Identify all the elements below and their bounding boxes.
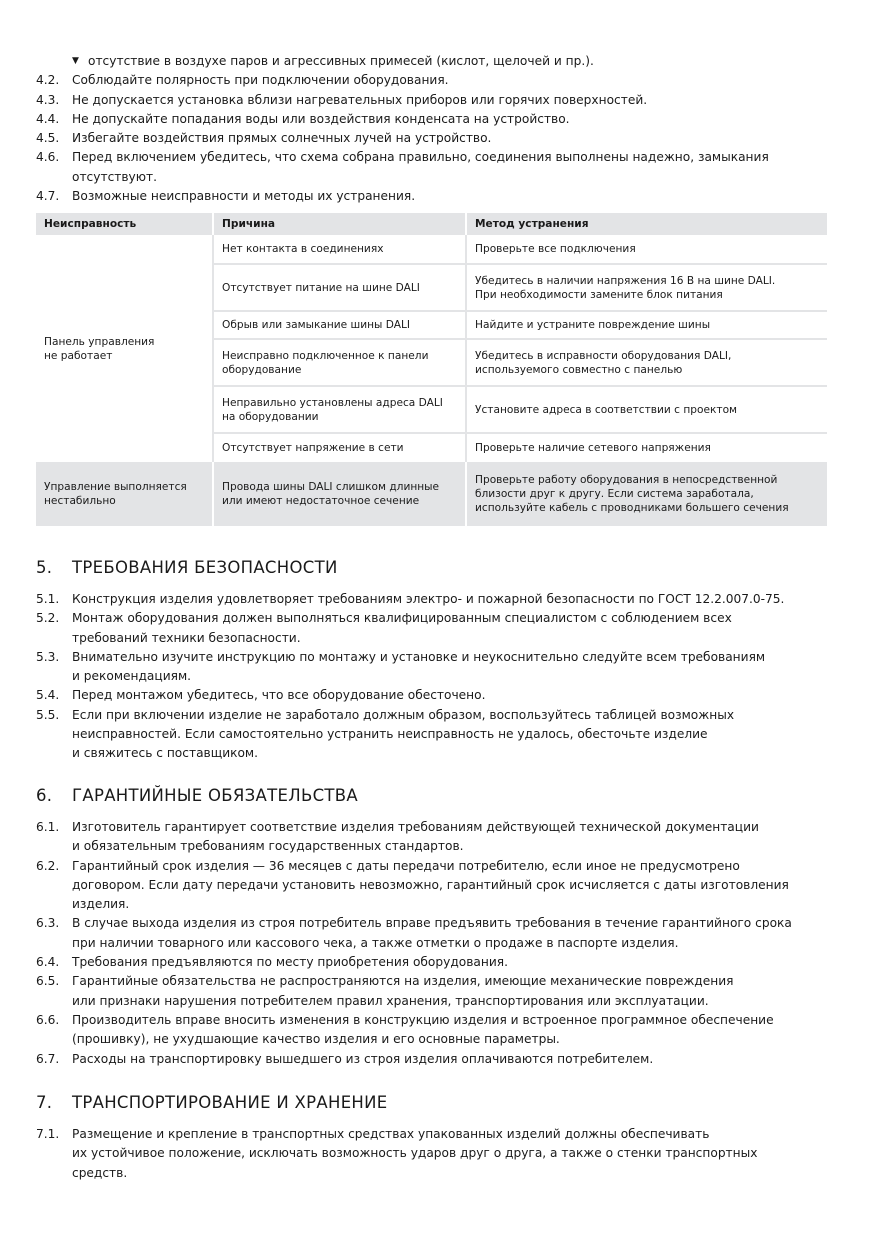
method-cell: Убедитесь в исправности оборудования DALI, используемого совместно с панелью bbox=[466, 339, 827, 386]
item-text: Не допускайте попадания воды или воздействия конденсата на устройство. bbox=[72, 111, 570, 126]
list-item bbox=[0, 953, 832, 972]
fault-cell: Управление выполняется нестабильно bbox=[36, 462, 213, 526]
section-heading bbox=[0, 1093, 388, 1113]
cause-cell: Неправильно установлены адреса DALI на оборудовании bbox=[213, 386, 466, 433]
item-number: 4.6. bbox=[36, 150, 60, 165]
list-item bbox=[0, 686, 832, 705]
bullet-item bbox=[0, 52, 848, 71]
header-method: Метод устранения bbox=[466, 213, 827, 235]
section-number: 6. bbox=[36, 786, 53, 805]
triangle-bullet-icon: ▼ bbox=[72, 56, 79, 66]
section-title: ТРАНСПОРТИРОВАНИЕ И ХРАНЕНИЕ bbox=[72, 1093, 388, 1112]
item-text: Соблюдайте полярность при подключении оборудования. bbox=[72, 73, 449, 88]
item-number: 5.1. bbox=[36, 592, 60, 606]
list-item bbox=[0, 129, 848, 148]
item-number: 5.2. bbox=[36, 611, 60, 626]
troubleshooting-table bbox=[36, 213, 827, 526]
section-4-list bbox=[0, 52, 848, 206]
section-title: ГАРАНТИЙНЫЕ ОБЯЗАТЕЛЬСТВА bbox=[72, 786, 358, 805]
item-number: 4.7. bbox=[36, 189, 60, 204]
method-cell: Убедитесь в наличии напряжения 16 В на шине DALI. При необходимости замените блок питания bbox=[466, 264, 827, 311]
item-number: 6.7. bbox=[36, 1051, 60, 1066]
item-number: 6.1. bbox=[36, 820, 60, 834]
item-number: 6.5. bbox=[36, 974, 60, 989]
item-text: Производитель вправе вносить изменения в конструкцию изделия и встроенное программное обеспечение (прошивку), не ухудшающие качество изделия и его основные параметры. bbox=[72, 1012, 774, 1047]
table-row bbox=[36, 462, 827, 526]
fault-cell: Панель управления не работает bbox=[36, 235, 213, 462]
item-text: Не допускается установка вблизи нагревательных приборов или горячих поверхностей. bbox=[72, 92, 648, 107]
list-item bbox=[0, 857, 832, 915]
item-text: Гарантийный срок изделия — 36 месяцев с даты передачи потребителю, если иное не предусмотрено договором. Если дату передачи установить невозможно, гарантийный срок исчисляется с даты изготовления изделия. bbox=[72, 858, 789, 912]
bullet-text: отсутствие в воздухе паров и агрессивных примесей (кислот, щелочей и пр.). bbox=[88, 54, 594, 68]
header-cause: Причина bbox=[213, 213, 466, 235]
list-item bbox=[0, 187, 848, 206]
method-cell: Проверьте все подключения bbox=[466, 235, 827, 264]
list-item bbox=[0, 609, 832, 648]
item-text: Гарантийные обязательства не распространяются на изделия, имеющие механические повреждения или признаки нарушения потребителем правил хранения, транспортирования или эксплуатации. bbox=[72, 974, 734, 1008]
item-text: Возможные неисправности и методы их устранения. bbox=[72, 189, 416, 204]
section-7-list bbox=[0, 1125, 832, 1183]
list-item bbox=[0, 1011, 832, 1050]
item-text: Перед включением убедитесь, что схема собрана правильно, соединения выполнены надежно, замыкания отсутствуют. bbox=[72, 150, 769, 184]
list-item bbox=[0, 706, 832, 764]
item-text: Перед монтажом убедитесь, что все оборудование обесточено. bbox=[72, 688, 486, 703]
method-cell: Проверьте наличие сетевого напряжения bbox=[475, 442, 711, 454]
section-5-list bbox=[0, 590, 832, 764]
item-number: 4.4. bbox=[36, 111, 60, 126]
item-text: Если при включении изделие не заработало должным образом, воспользуйтесь таблицей возможных неисправностей. Если самостоятельно устранить неисправность не удалось, обесточьте изделие и свяжитесь с поставщиком. bbox=[72, 707, 735, 761]
item-text: Монтаж оборудования должен выполняться квалифицированным специалистом с соблюдением всех требований техники безопасности. bbox=[72, 611, 732, 645]
item-text: Требования предъявляются по месту приобретения оборудования. bbox=[72, 955, 508, 970]
cause-cell: Отсутствует напряжение в сети bbox=[213, 433, 466, 462]
section-title: ТРЕБОВАНИЯ БЕЗОПАСНОСТИ bbox=[72, 558, 338, 577]
table-header-row bbox=[36, 213, 827, 235]
list-item bbox=[0, 110, 848, 129]
cause-cell: Отсутствует питание на шине DALI bbox=[213, 264, 466, 311]
item-number: 5.5. bbox=[36, 707, 60, 722]
item-number: 4.2. bbox=[36, 73, 60, 88]
cause-cell: Нет контакта в соединениях bbox=[213, 235, 466, 264]
cause-cell: Провода шины DALI слишком длинные или имеют недостаточное сечение bbox=[213, 462, 466, 526]
list-item bbox=[0, 972, 832, 1011]
item-text: Внимательно изучите инструкцию по монтажу и установке и неукоснительно следуйте всем требованиям и рекомендациям. bbox=[72, 649, 766, 684]
item-number: 6.3. bbox=[36, 916, 60, 931]
list-item bbox=[0, 1125, 832, 1183]
list-item bbox=[0, 648, 832, 687]
item-number: 5.4. bbox=[36, 688, 60, 703]
section-6-list bbox=[0, 818, 832, 1069]
list-item bbox=[0, 914, 832, 953]
item-text: В случае выхода изделия из строя потребитель вправе предъявить требования в течение гарантийного срока при наличии товарного или кассового чека, а также отметки о продаже в паспорте изделия. bbox=[72, 916, 792, 950]
item-text: Изготовитель гарантирует соответствие изделия требованиям действующей технической документации и обязательным требованиям государственных стандартов. bbox=[72, 820, 759, 854]
table-row bbox=[36, 235, 827, 264]
item-text: Избегайте воздействия прямых солнечных лучей на устройство. bbox=[72, 131, 492, 146]
item-number: 4.5. bbox=[36, 131, 60, 146]
list-item bbox=[0, 71, 848, 90]
item-number: 4.3. bbox=[36, 92, 60, 107]
section-heading bbox=[0, 558, 338, 578]
item-text: Конструкция изделия удовлетворяет требованиям электро- и пожарной безопасности по ГОСТ 12.2.007.0-75. bbox=[72, 592, 785, 606]
item-number: 5.3. bbox=[36, 649, 60, 664]
section-number: 7. bbox=[36, 1093, 53, 1112]
list-item bbox=[0, 590, 832, 609]
item-number: 7.1. bbox=[36, 1127, 60, 1141]
method-cell: Установите адреса в соответствии с проектом bbox=[466, 386, 827, 433]
list-item bbox=[0, 1050, 832, 1069]
cause-cell: Неисправно подключенное к панели оборудование bbox=[213, 339, 466, 386]
method-cell: Найдите и устраните повреждение шины bbox=[466, 311, 827, 339]
list-item bbox=[0, 818, 832, 857]
section-number: 5. bbox=[36, 558, 53, 577]
item-text: Расходы на транспортировку вышедшего из строя изделия оплачиваются потребителем. bbox=[72, 1051, 654, 1066]
item-number: 6.4. bbox=[36, 955, 60, 970]
list-item bbox=[0, 91, 848, 110]
header-fault: Неисправность bbox=[36, 213, 213, 235]
item-number: 6.2. bbox=[36, 858, 60, 873]
item-text: Размещение и крепление в транспортных средствах упакованных изделий должны обеспечивать их устойчивое положение, исключать возможность ударов друг о друга, а также о стенки транспортных средств. bbox=[72, 1127, 758, 1180]
cause-cell: Обрыв или замыкание шины DALI bbox=[213, 311, 466, 339]
method-cell: Проверьте работу оборудования в непосредственной близости друг к другу. Если система заработала, используйте кабель с проводниками большего сечения bbox=[466, 462, 827, 526]
item-number: 6.6. bbox=[36, 1012, 60, 1027]
list-item bbox=[0, 148, 848, 187]
section-heading bbox=[0, 786, 358, 806]
